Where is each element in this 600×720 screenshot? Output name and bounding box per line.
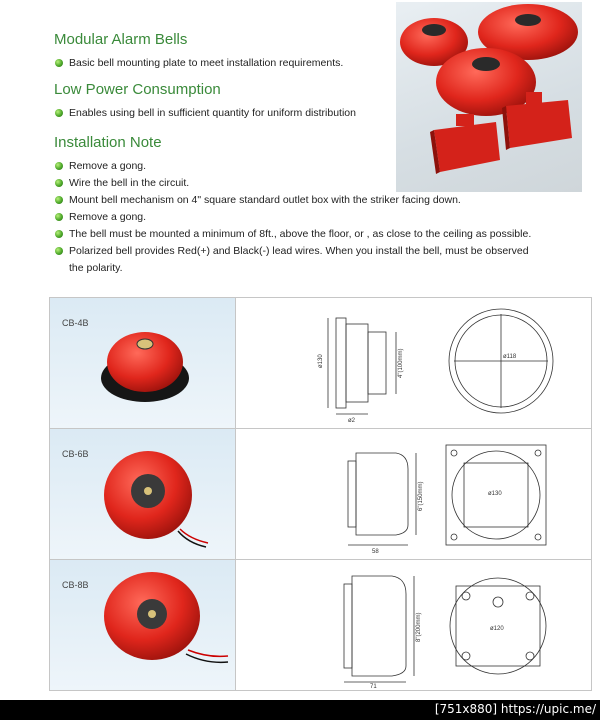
dim-width-label: 71: [370, 684, 377, 690]
dimension-drawing: [236, 429, 591, 559]
model-label: CB-8B: [62, 580, 89, 590]
bullet-icon: [55, 213, 63, 221]
list-item: The bell must be mounted a minimum of 8ft., above the floor, or , as close to the ceiling as possible.: [55, 226, 531, 242]
bullet-icon: [55, 247, 63, 255]
table-row: [50, 298, 591, 429]
product-photo-cell: [50, 298, 236, 428]
list-item: Mount bell mechanism on 4" square standard outlet box with the striker facing down.: [55, 192, 461, 208]
section-heading-installation: Installation Note: [54, 134, 162, 151]
dim-circle-label: ø120: [490, 626, 504, 632]
product-photo: [396, 2, 582, 192]
bullet-icon: [55, 230, 63, 238]
bullet-icon: [55, 59, 63, 67]
bullet-icon: [55, 109, 63, 117]
bullet-icon: [55, 179, 63, 187]
model-label: CB-4B: [62, 318, 89, 328]
list-item: Basic bell mounting plate to meet installation requirements.: [55, 55, 343, 71]
dimension-drawing: [236, 560, 591, 690]
table-row: [50, 560, 591, 690]
product-photo-cell: [50, 560, 236, 690]
dim-width-label: 58: [372, 549, 379, 555]
dim-height-label: ø130: [318, 354, 324, 368]
list-item: Remove a gong.: [55, 158, 146, 174]
list-item: Enables using bell in sufficient quantity for uniform distribution: [55, 105, 356, 121]
dim-width-label: ø2: [348, 418, 356, 424]
dim-circle-label: ø118: [503, 354, 517, 360]
product-table: [49, 297, 592, 691]
list-item: Polarized bell provides Red(+) and Black(-) lead wires. When you install the bell, must be observed: [55, 243, 529, 259]
bullet-icon: [55, 196, 63, 204]
product-photo-cell: [50, 429, 236, 559]
table-row: [50, 429, 591, 560]
dim-axis-label: 6"(150mm): [418, 481, 424, 511]
list-item: Remove a gong.: [55, 209, 146, 225]
list-item: Wire the bell in the circuit.: [55, 175, 189, 191]
list-item-continuation: the polarity.: [69, 262, 123, 274]
dim-circle-label: ø130: [488, 491, 502, 497]
dim-axis-label: 8"(200mm): [416, 612, 422, 642]
dimension-drawing: [236, 298, 591, 428]
bell-photo: [90, 570, 230, 690]
model-label: CB-6B: [62, 449, 89, 459]
watermark-text: [751x880] https://upic.me/: [434, 702, 596, 716]
section-heading-modular: Modular Alarm Bells: [54, 31, 188, 48]
dim-axis-label: 4"(100mm): [398, 348, 404, 378]
bell-photo: [90, 447, 210, 552]
bullet-icon: [55, 162, 63, 170]
section-heading-power: Low Power Consumption: [54, 81, 221, 98]
bell-photo: [95, 320, 195, 410]
